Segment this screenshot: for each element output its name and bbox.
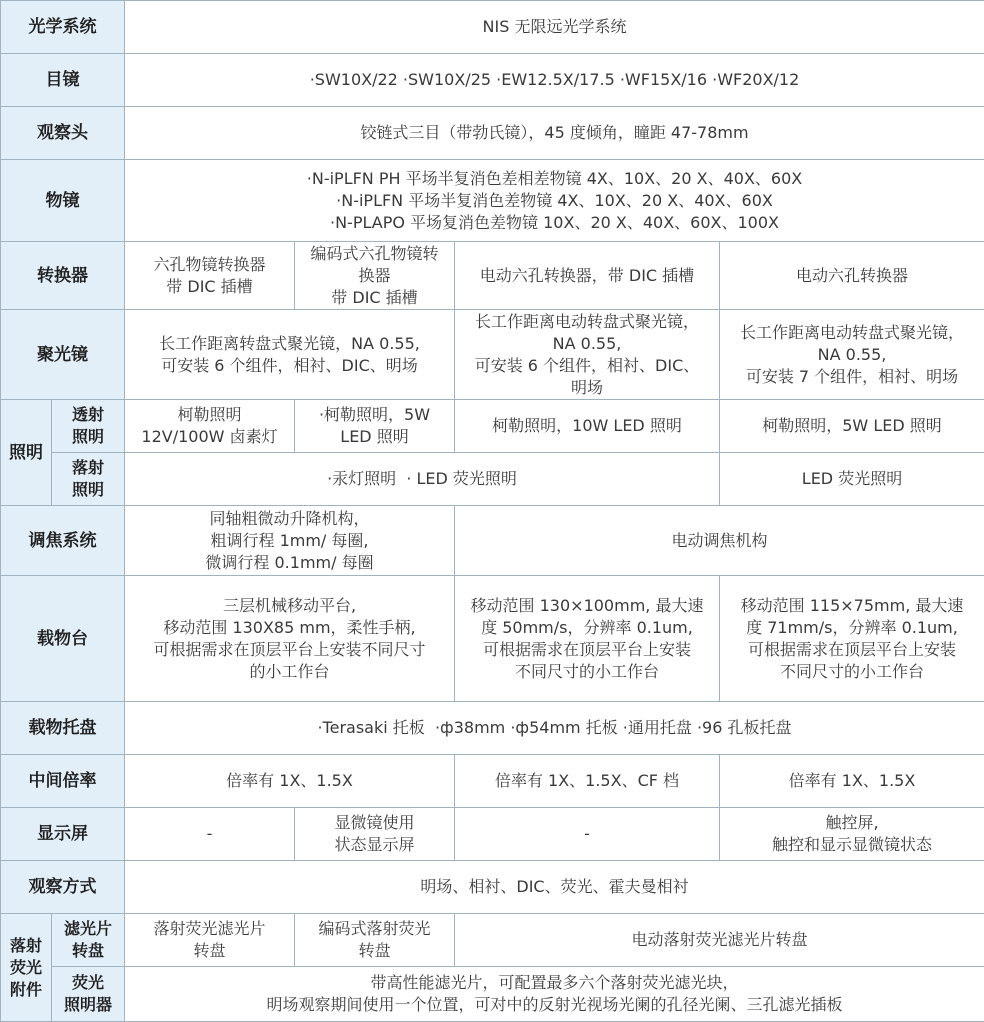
text-line: ·N-iPLFN PH 平场半复消色差相差物镜 4X、10X、20 X、40X、60X (128, 168, 981, 190)
sub-label (52, 400, 125, 453)
text-line: LED 照明 (298, 426, 451, 448)
text-line: 照明 (55, 426, 121, 448)
cell-col1 (125, 400, 295, 453)
cell-col3 (455, 310, 720, 400)
cell-col4: 倍率有 1X、1.5X (720, 755, 984, 808)
cell-col12 (125, 506, 455, 576)
text-line: 编码式六孔物镜转 (298, 243, 451, 265)
row-label: 转换器 (1, 242, 125, 310)
sub-label (52, 914, 125, 967)
row-stage (1, 576, 984, 702)
cell-col4 (720, 310, 984, 400)
text-line: 六孔物镜转换器 (128, 254, 291, 276)
sub-label (52, 967, 125, 1022)
row-nosepiece (1, 242, 984, 310)
text-line: 同轴粗微动升降机构， (128, 508, 451, 530)
text-line: 粗调行程 1mm/ 每圈, (128, 530, 451, 552)
text-line: 触控屏, (723, 812, 981, 834)
row-value: NIS 无限远光学系统 (125, 1, 984, 54)
text-line: 可根据需求在顶层平台上安装不同尺寸 (128, 639, 451, 661)
text-line: 可安装 6 个组件，相衬、DIC、 (458, 355, 716, 377)
text-line: 落射 (55, 457, 121, 479)
text-line: 明场 (458, 377, 716, 399)
row-objective (1, 160, 984, 242)
row-label: 显示屏 (1, 808, 125, 861)
text-line: 12V/100W 卤素灯 (128, 426, 291, 448)
row-label: 观察头 (1, 107, 125, 160)
row-label: 载物托盘 (1, 702, 125, 755)
text-line: 不同尺寸的小工作台 (458, 661, 716, 683)
row-epifluor-illuminator (1, 967, 984, 1022)
cell-col2 (295, 242, 455, 310)
text-line: 柯勒照明 (128, 404, 291, 426)
row-label: 调焦系统 (1, 506, 125, 576)
cell-col123: ·汞灯照明 · LED 荧光照明 (125, 453, 720, 506)
row-label: 载物台 (1, 576, 125, 702)
cell-col12 (125, 310, 455, 400)
row-value: 明场、相衬、DIC、荧光、霍夫曼相衬 (125, 861, 984, 914)
text-line: 移动范围 130×100mm, 最大速 (458, 595, 716, 617)
text-line: 换器 (298, 265, 451, 287)
cell-col2 (295, 400, 455, 453)
sub-label (52, 453, 125, 506)
text-line: 滤光片 (55, 918, 121, 940)
text-line: ·柯勒照明，5W (298, 404, 451, 426)
text-line: 落射荧光滤光片 (128, 918, 291, 940)
text-line: 带 DIC 插槽 (298, 287, 451, 309)
cell-col3: 柯勒照明，10W LED 照明 (455, 400, 720, 453)
text-line: 转盘 (128, 940, 291, 962)
cell-col2 (295, 914, 455, 967)
text-line: 可根据需求在顶层平台上安装 (723, 639, 981, 661)
cell-col34: 电动落射荧光滤光片转盘 (455, 914, 984, 967)
row-label: 中间倍率 (1, 755, 125, 808)
text-line: NA 0.55, (723, 344, 981, 366)
row-optics (1, 1, 984, 54)
text-line: 度 50mm/s，分辨率 0.1um, (458, 617, 716, 639)
row-eyepiece (1, 54, 984, 107)
cell-col4: 电动六孔转换器 (720, 242, 984, 310)
row-focus (1, 506, 984, 576)
row-value (125, 160, 984, 242)
text-line: 移动范围 115×75mm, 最大速 (723, 595, 981, 617)
text-line: 显微镜使用 (298, 812, 451, 834)
row-label: 光学系统 (1, 1, 125, 54)
cell-col3: 电动六孔转换器，带 DIC 插槽 (455, 242, 720, 310)
text-line: 落射 (4, 935, 48, 957)
row-epifluor-filter (1, 914, 984, 967)
text-line: 荧光 (55, 972, 121, 994)
cell-col1 (125, 914, 295, 967)
row-label: 观察方式 (1, 861, 125, 914)
cell-col12: 倍率有 1X、1.5X (125, 755, 455, 808)
cell-col4: 柯勒照明，5W LED 照明 (720, 400, 984, 453)
row-label: 目镜 (1, 54, 125, 107)
text-line: ·N-iPLFN 平场半复消色差物镜 4X、10X、20 X、40X、60X (128, 190, 981, 212)
text-line: 移动范围 130X85 mm，柔性手柄, (128, 617, 451, 639)
text-line: 照明 (55, 479, 121, 501)
row-display (1, 808, 984, 861)
cell-col3 (455, 576, 720, 702)
text-line: 不同尺寸的小工作台 (723, 661, 981, 683)
cell-col3: - (455, 808, 720, 861)
row-value: ·Terasaki 托板 ·ф38mm ·ф54mm 托板 ·通用托盘 ·96 孔板托盘 (125, 702, 984, 755)
row-holder (1, 702, 984, 755)
row-illumination-epi (1, 453, 984, 506)
text-line: 带 DIC 插槽 (128, 276, 291, 298)
row-value: 铰链式三目（带勃氏镜），45 度倾角，瞳距 47-78mm (125, 107, 984, 160)
row-value: ·SW10X/22 ·SW10X/25 ·EW12.5X/17.5 ·WF15X/16 ·WF20X/12 (125, 54, 984, 107)
cell-col4 (720, 576, 984, 702)
row-illumination-trans (1, 400, 984, 453)
cell-col3: 倍率有 1X、1.5X、CF 档 (455, 755, 720, 808)
text-line: NA 0.55, (458, 333, 716, 355)
text-line: 的小工作台 (128, 661, 451, 683)
text-line: 触控和显示显微镜状态 (723, 834, 981, 856)
text-line: 微调行程 0.1mm/ 每圈 (128, 552, 451, 574)
row-mag (1, 755, 984, 808)
row-label: 聚光镜 (1, 310, 125, 400)
text-line: ·N-PLAPO 平场复消色差物镜 10X、20 X、40X、60X、100X (128, 212, 981, 234)
text-line: 长工作距离电动转盘式聚光镜， (723, 322, 981, 344)
row-condenser (1, 310, 984, 400)
cell-col4: LED 荧光照明 (720, 453, 984, 506)
text-line: 荧光 (4, 957, 48, 979)
text-line: 可根据需求在顶层平台上安装 (458, 639, 716, 661)
cell-col1 (125, 242, 295, 310)
text-line: 照明器 (55, 994, 121, 1016)
row-label: 照明 (1, 400, 52, 506)
text-line: 长工作距离转盘式聚光镜，NA 0.55, (128, 333, 451, 355)
text-line: 可安装 7 个组件，相衬、明场 (723, 366, 981, 388)
cell-col2 (295, 808, 455, 861)
cell-col34: 电动调焦机构 (455, 506, 984, 576)
text-line: 透射 (55, 404, 121, 426)
text-line: 长工作距离电动转盘式聚光镜， (458, 311, 716, 333)
cell-col1: - (125, 808, 295, 861)
text-line: 度 71mm/s，分辨率 0.1um, (723, 617, 981, 639)
text-line: 转盘 (55, 940, 121, 962)
cell-col12 (125, 576, 455, 702)
row-head (1, 107, 984, 160)
row-label: 物镜 (1, 160, 125, 242)
row-value (125, 967, 984, 1022)
text-line: 三层机械移动平台, (128, 595, 451, 617)
text-line: 明场观察期间使用一个位置，可对中的反射光视场光阑的孔径光阑、三孔滤光插板 (128, 994, 981, 1016)
row-method (1, 861, 984, 914)
text-line: 附件 (4, 979, 48, 1001)
text-line: 状态显示屏 (298, 834, 451, 856)
text-line: 编码式落射荧光 (298, 918, 451, 940)
text-line: 可安装 6 个组件，相衬、DIC、明场 (128, 355, 451, 377)
row-label (1, 914, 52, 1022)
text-line: 转盘 (298, 940, 451, 962)
cell-col4 (720, 808, 984, 861)
text-line: 带高性能滤光片，可配置最多六个落射荧光滤光块， (128, 972, 981, 994)
